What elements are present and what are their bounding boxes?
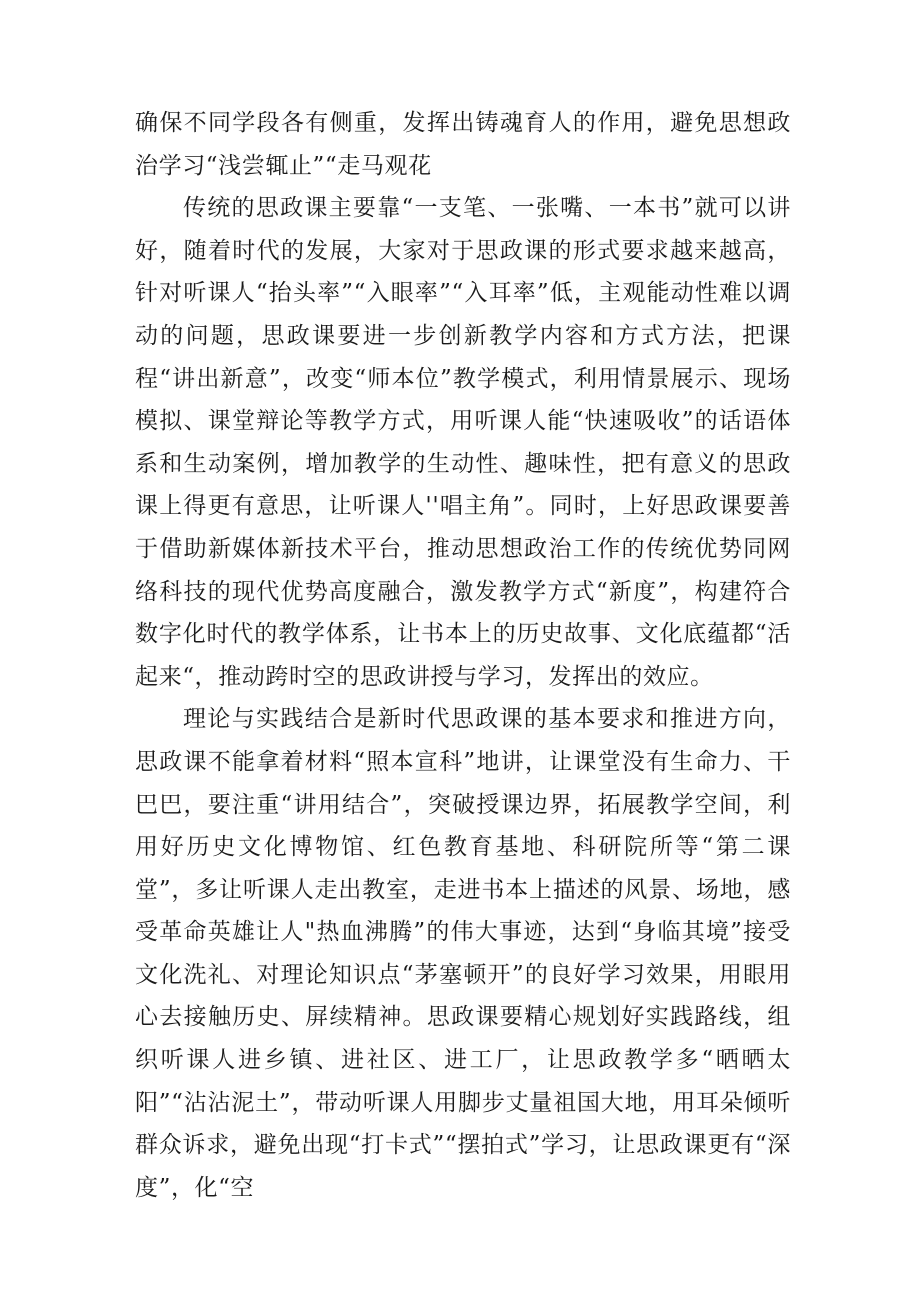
paragraph-theory-practice: 理论与实践结合是新时代思政课的基本要求和推进方向，思政课不能拿着材料“照本宣科”地讲，让课堂没有生命力、干巴巴，要注重“讲用结合”，突破授课边界，拓展教学空间，利用好历史文化博物馆、红色教育基地、科研院所等“第二课堂”，多让听课人走出教室，走进书本上描述的风景、场地，感受革命英雄让人"热血沸腾”的伟大事迹，达到“身临其境”接受文化洗礼、对理论知识点“茅塞顿开”的良好学习效果，用眼用心去接触历史、屏续精神。思政课要精心规划好实践路线，组织听课人进乡镇、进社区、进工厂，让思政教学多“晒晒太阳”“沾沾泥土”，带动听课人用脚步丈量祖国大地，用耳朵倾听群众诉求，避免出现“打卡式”“摆拍式”学习，让思政课更有“深度”，化“空 [135, 706, 791, 1201]
paragraph-continuation: 确保不同学段各有侧重，发挥出铸魂育人的作用，避免思想政治学习“浅尝辄止”“走马观花 [135, 110, 791, 179]
paragraph-teaching-methods: 传统的思政课主要靠“一支笔、一张嘴、一本书”就可以讲好，随着时代的发展，大家对于思政课的形式要求越来越高，针对听课人“抬头率”“入眼率”“入耳率”低，主观能动性难以调动的问题，思政课要进一步创新教学内容和方式方法，把课程“讲出新意”，改变“师本位”教学模式，利用情景展示、现场模拟、课堂辩论等教学方式，用听课人能“快速吸收”的话语体系和生动案例，增加教学的生动性、趣味性，把有意义的思政课上得更有意思，让听课人''唱主角”。同时，上好思政课要善于借助新媒体新技术平台，推动思想政治工作的传统优势同网络科技的现代优势高度融合，激发教学方式“新度”，构建符合数字化时代的教学体系，让书本上的历史故事、文化底蕴都“活起来“，推动跨时空的思政讲授与学习，发挥出的效应。 [135, 195, 791, 690]
document-body [135, 102, 791, 1209]
